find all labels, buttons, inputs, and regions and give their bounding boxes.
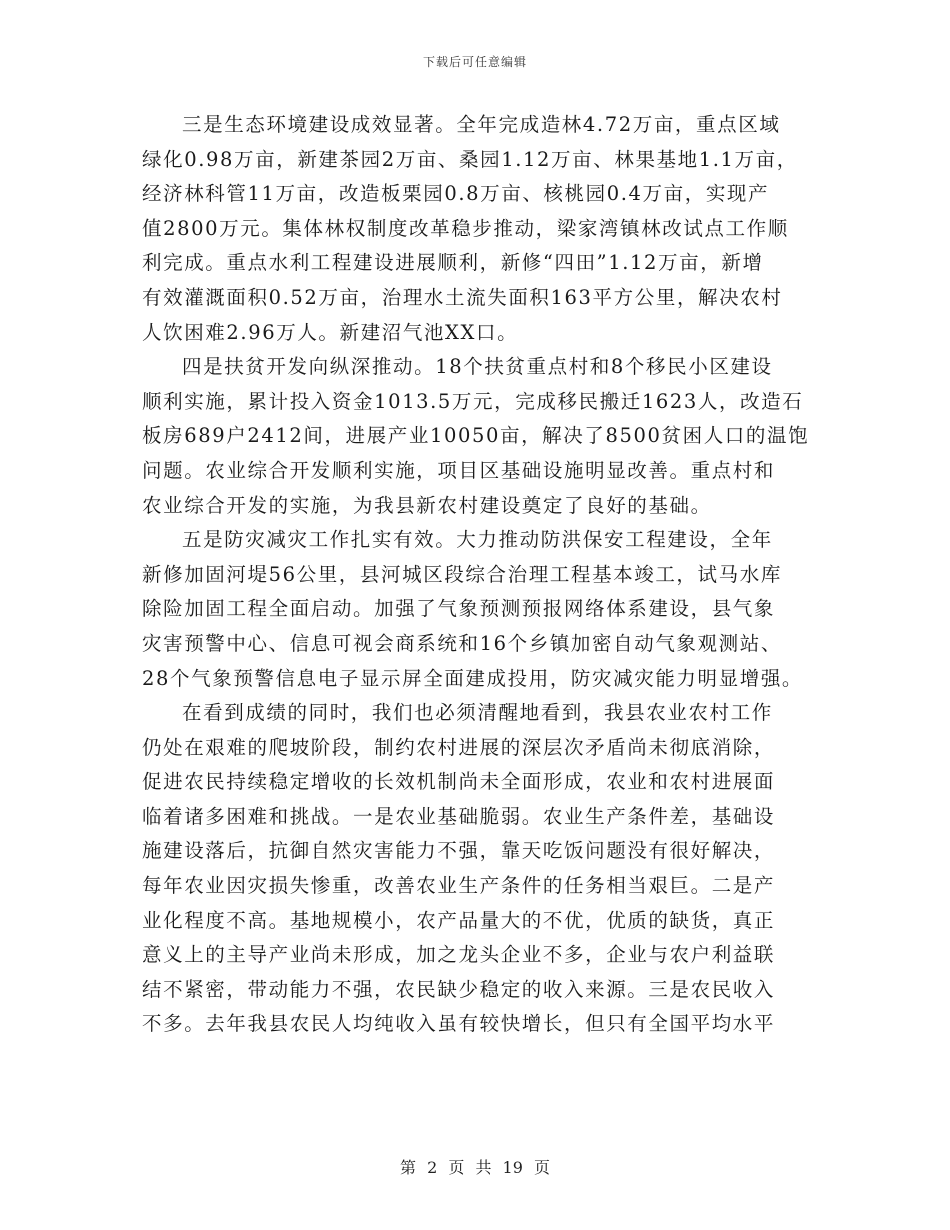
text-line: 有效灌溉面积0.52万亩，治理水土流失面积163平方公里，解决农村: [142, 285, 783, 309]
text-line: 仍处在艰难的爬坡阶段，制约农村进展的深层次矛盾尚未彻底消除，: [142, 735, 776, 759]
text-line: 经济林科管11万亩，改造板栗园0.8万亩、核桃园0.4万亩，实现产: [142, 182, 770, 206]
text-line: 除险加固工程全面启动。加强了气象预测预报网络体系建设，县气象: [142, 597, 776, 621]
text-line: 值2800万元。集体林权制度改革稳步推动，梁家湾镇林改试点工作顺: [142, 216, 789, 240]
text-line: 问题。农业综合开发顺利实施，项目区基础设施明显改善。重点村和: [142, 458, 776, 482]
text-line: 结不紧密，带动能力不强，农民缺少稳定的收入来源。三是农民收入: [142, 977, 776, 1001]
text-line: 每年农业因灾损失惨重，改善农业生产条件的任务相当艰巨。二是产: [142, 874, 776, 898]
text-line: 业化程度不高。基地规模小，农产品量大的不优，优质的缺货，真正: [142, 908, 776, 932]
page-number-footer: 第 2 页 共 19 页: [400, 1158, 550, 1177]
text-line: 施建设落后，抗御自然灾害能力不强，靠天吃饭问题没有很好解决，: [142, 839, 776, 863]
text-line: 灾害预警中心、信息可视会商系统和16个乡镇加密自动气象观测站、: [142, 631, 782, 655]
text-line: 板房689户2412间，进展产业10050亩，解决了8500贫困人口的温饱: [142, 424, 810, 448]
text-line: 意义上的主导产业尚未形成，加之龙头企业不多，企业与农户利益联: [142, 943, 776, 967]
text-line: 促进农民持续稳定增收的长效机制尚未全面形成，农业和农村进展面: [142, 770, 776, 794]
text-line: 人饮困难2.96万人。新建沼气池XX口。: [142, 320, 519, 344]
body-text: [142, 108, 810, 1042]
text-line: 28个气象预警信息电子显示屏全面建成投用，防灾减灾能力明显增强。: [142, 666, 804, 690]
text-line: 顺利实施，累计投入资金1013.5万元，完成移民搬迁1623人，改造石: [142, 389, 804, 413]
text-line: 利完成。重点水利工程建设进展顺利，新修“四田”1.12万亩，新增: [142, 251, 764, 275]
page-header: 下载后可任意编辑: [422, 55, 527, 69]
text-line-paragraph-start: 五是防灾减灾工作扎实有效。大力推动防洪保安工程建设，全年: [182, 528, 773, 552]
text-line-paragraph-start: 在看到成绩的同时，我们也必须清醒地看到，我县农业农村工作: [182, 701, 773, 725]
text-line-paragraph-start: 四是扶贫开发向纵深推动。18个扶贫重点村和8个移民小区建设: [182, 355, 773, 379]
text-line-paragraph-start: 三是生态环境建设成效显著。全年完成造林4.72万亩，重点区域: [182, 113, 781, 136]
text-line: 不多。去年我县农民人均纯收入虽有较快增长，但只有全国平均水平: [142, 1012, 776, 1036]
text-line: 农业综合开发的实施，为我县新农村建设奠定了良好的基础。: [142, 493, 712, 517]
text-line: 临着诸多困难和挑战。一是农业基础脆弱。农业生产条件差，基础设: [142, 804, 776, 828]
text-line: 新修加固河堤56公里，县河城区段综合治理工程基本竣工，试马水库: [142, 562, 782, 586]
text-line: 绿化0.98万亩，新建茶园2万亩、桑园1.12万亩、林果基地1.1万亩，: [142, 147, 798, 171]
